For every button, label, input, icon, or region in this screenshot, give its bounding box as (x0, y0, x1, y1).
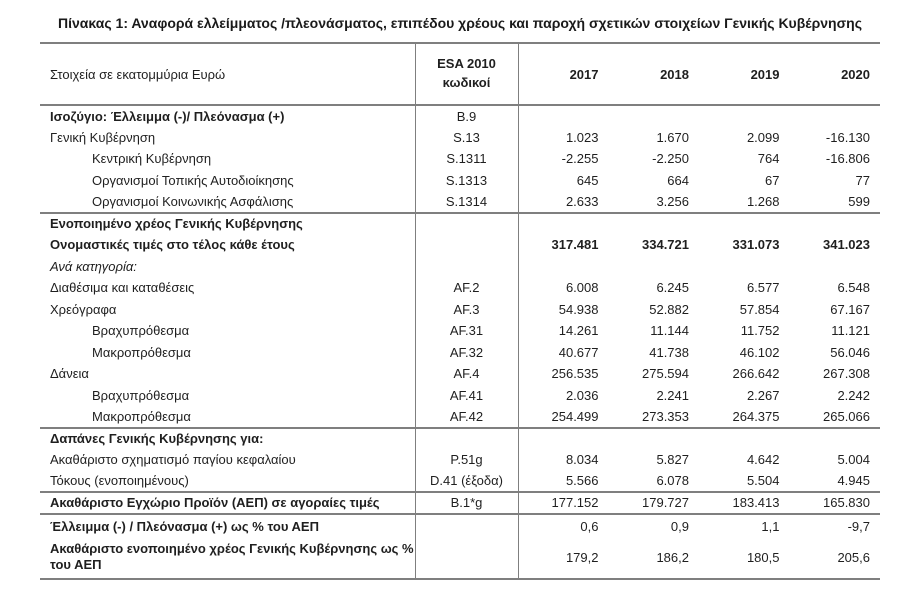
row-value-2020: 67.167 (830, 301, 870, 317)
row-value-2019: 4.642 (746, 452, 780, 468)
row-value-2017 (518, 213, 609, 235)
row-label: Έλλειμμα (-) / Πλεόνασμα (+) ως % του ΑΕΠ (40, 514, 415, 538)
row-label: Ονομαστικές τιμές στο τέλος κάθε έτους (50, 237, 295, 253)
header-row (40, 43, 880, 105)
row-label: Μακροπρόθεσμα (92, 344, 191, 360)
row-esa-code: AF.4 (415, 363, 518, 385)
row-value-2019: 1,1 (699, 514, 790, 538)
row-esa-code: S.1314 (415, 191, 518, 213)
row-esa-code: AF.2 (415, 277, 518, 299)
row-value-2020: 265.066 (823, 408, 870, 424)
row-value-2020: 6.548 (837, 280, 870, 296)
row-esa-code: S.1311 (415, 148, 518, 170)
row-label: Μακροπρόθεσμα (92, 408, 191, 424)
row-value-2017: 14.261 (558, 323, 599, 339)
row-esa-code: AF.32 (415, 342, 518, 364)
row-esa-code (415, 256, 518, 278)
year-column-header-2020: 2020 (790, 43, 881, 105)
row-value-2018: 273.353 (642, 408, 689, 424)
row-esa-code: D.41 (έξοδα) (415, 471, 518, 493)
row-label: Ακαθάριστο Εγχώριο Προϊόν (ΑΕΠ) σε αγοραίες τιμές (40, 492, 415, 514)
row-value-2018: 179.727 (609, 492, 700, 514)
row-label: Ανά κατηγορία: (50, 258, 137, 274)
table-row (40, 406, 880, 428)
row-value-2018: 275.594 (642, 366, 689, 382)
row-label: Γενική Κυβέρνηση (50, 129, 156, 145)
row-label: Ακαθάριστο ενοποιημένο χρέος Γενικής Κυβέρνησης ως % του ΑΕΠ (40, 538, 415, 580)
row-value-2017: 6.008 (565, 280, 599, 296)
table-row (40, 256, 880, 278)
row-label: Βραχυπρόθεσμα (92, 323, 190, 339)
row-value-2017: 2.633 (565, 193, 599, 209)
government-finance-table (40, 42, 880, 580)
row-esa-code: S.1313 (415, 170, 518, 192)
row-value-2017: 1.023 (565, 129, 599, 145)
row-value-2017: 5.566 (565, 473, 599, 489)
row-label: Διαθέσιμα και καταθέσεις (50, 280, 195, 296)
row-value-2017: 254.499 (551, 408, 599, 424)
row-value-2018: 3.256 (656, 193, 689, 209)
table-row (40, 299, 880, 321)
row-value-2019: 2.267 (746, 387, 780, 403)
row-esa-code (415, 234, 518, 256)
row-value-2019: 67 (765, 172, 780, 188)
row-value-2020: -16.806 (825, 151, 870, 167)
row-value-2018: -2.250 (652, 151, 689, 167)
table-body (40, 105, 880, 579)
table-row (40, 471, 880, 493)
row-value-2020: 599 (848, 193, 870, 209)
row-value-2017: 8.034 (565, 452, 599, 468)
row-esa-code (415, 213, 518, 235)
table-header (40, 43, 880, 105)
row-value-2018: 664 (667, 172, 689, 188)
row-value-2017: 645 (576, 172, 599, 188)
row-value-2020 (790, 105, 881, 127)
table-row (40, 428, 880, 450)
table-row (40, 538, 880, 580)
row-value-2017: 2.036 (565, 387, 599, 403)
table-row (40, 127, 880, 149)
row-value-2019 (699, 256, 790, 278)
year-column-header-2017: 2017 (518, 43, 609, 105)
row-esa-code: B.9 (415, 105, 518, 127)
row-value-2018: 6.078 (656, 473, 689, 489)
row-value-2020 (790, 213, 881, 235)
row-value-2017: 179,2 (518, 538, 609, 580)
row-value-2020: 2.242 (837, 387, 870, 403)
esa-code-header-line2: κωδικοί (442, 75, 491, 90)
row-value-2020: 56.046 (830, 344, 870, 360)
table-row (40, 277, 880, 299)
row-label: Οργανισμοί Κοινωνικής Ασφάλισης (92, 193, 294, 209)
row-value-2019 (699, 105, 790, 127)
row-value-2019: 2.099 (746, 129, 780, 145)
row-esa-code (415, 538, 518, 580)
table-row (40, 170, 880, 192)
row-value-2019: 331.073 (732, 237, 780, 253)
row-esa-code: B.1*g (415, 492, 518, 514)
row-value-2019: 46.102 (739, 344, 780, 360)
row-value-2020 (790, 256, 881, 278)
row-value-2017: 256.535 (551, 366, 599, 382)
row-value-2018: 1.670 (656, 129, 689, 145)
row-value-2019: 57.854 (739, 301, 780, 317)
row-esa-code: S.13 (415, 127, 518, 149)
row-value-2017 (518, 428, 609, 450)
table-row (40, 234, 880, 256)
unit-column-header: Στοιχεία σε εκατομμύρια Ευρώ (40, 43, 415, 105)
row-value-2020: 5.004 (837, 452, 870, 468)
table-row (40, 320, 880, 342)
row-value-2018: 186,2 (609, 538, 700, 580)
row-value-2018: 5.827 (656, 452, 689, 468)
row-value-2020: 267.308 (823, 366, 870, 382)
row-label: Χρεόγραφα (50, 301, 117, 317)
row-value-2017 (518, 105, 609, 127)
row-value-2019: 180,5 (699, 538, 790, 580)
row-value-2017: 317.481 (551, 237, 599, 253)
row-value-2018: 52.882 (649, 301, 689, 317)
row-value-2020: -9,7 (790, 514, 881, 538)
row-value-2019: 764 (757, 151, 780, 167)
row-value-2020: 77 (855, 172, 870, 188)
row-label: Κεντρική Κυβέρνηση (92, 151, 212, 167)
row-value-2018: 334.721 (642, 237, 689, 253)
row-label: Οργανισμοί Τοπικής Αυτοδιοίκησης (92, 172, 294, 188)
row-value-2019: 183.413 (699, 492, 790, 514)
row-value-2018 (609, 256, 700, 278)
row-value-2020 (790, 428, 881, 450)
row-label: Τόκους (ενοποιημένους) (50, 473, 189, 489)
row-value-2018: 41.738 (649, 344, 689, 360)
row-value-2019: 6.577 (746, 280, 780, 296)
table-row (40, 492, 880, 514)
row-value-2019: 266.642 (732, 366, 780, 382)
row-value-2020: 341.023 (823, 237, 870, 253)
table-row (40, 363, 880, 385)
row-label: Βραχυπρόθεσμα (92, 387, 190, 403)
row-label: Ενοποιημένο χρέος Γενικής Κυβέρνησης (40, 213, 415, 235)
row-value-2020: 4.945 (837, 473, 870, 489)
table-row (40, 105, 880, 127)
row-value-2018: 0,9 (609, 514, 700, 538)
row-value-2020: 11.121 (831, 323, 870, 339)
row-esa-code: AF.42 (415, 406, 518, 428)
esa-code-column-header (415, 43, 518, 105)
table-row (40, 148, 880, 170)
year-column-header-2018: 2018 (609, 43, 700, 105)
row-value-2017: 54.938 (558, 301, 599, 317)
row-value-2017: 0,6 (518, 514, 609, 538)
row-value-2020: 165.830 (790, 492, 881, 514)
row-value-2020: 205,6 (790, 538, 881, 580)
row-label: Ακαθάριστο σχηματισμό παγίου κεφαλαίου (50, 452, 296, 468)
table-title: Πίνακας 1: Αναφορά ελλείμματος /πλεονάσματος, επιπέδου χρέους και παροχή σχετικών στοιχείων Γενικής Κυβέρνησης (58, 15, 862, 31)
row-value-2018: 2.241 (656, 387, 689, 403)
row-value-2020: -16.130 (825, 129, 870, 145)
row-esa-code: AF.31 (415, 320, 518, 342)
year-column-header-2019: 2019 (699, 43, 790, 105)
row-label: Δάνεια (50, 366, 89, 382)
row-value-2017: 40.677 (558, 344, 599, 360)
row-value-2017: -2.255 (561, 151, 599, 167)
row-value-2018: 6.245 (656, 280, 689, 296)
row-value-2017: 177.152 (518, 492, 609, 514)
row-value-2019 (699, 213, 790, 235)
table-row (40, 213, 880, 235)
row-value-2018 (609, 428, 700, 450)
row-value-2019 (699, 428, 790, 450)
row-value-2018 (609, 105, 700, 127)
row-label: Ισοζύγιο: Έλλειμμα (-)/ Πλεόνασμα (+) (50, 108, 285, 124)
table-row (40, 342, 880, 364)
esa-code-header-line1: ESA 2010 (437, 56, 496, 72)
table-row (40, 385, 880, 407)
row-value-2019: 5.504 (746, 473, 780, 489)
row-value-2019: 1.268 (746, 193, 780, 209)
row-value-2017 (518, 256, 609, 278)
row-esa-code (415, 428, 518, 450)
table-row (40, 191, 880, 213)
row-value-2019: 11.752 (740, 323, 780, 339)
row-label: Δαπάνες Γενικής Κυβέρνησης για: (40, 428, 415, 450)
row-esa-code: P.51g (415, 449, 518, 471)
row-value-2018 (609, 213, 700, 235)
table-row (40, 514, 880, 538)
row-esa-code: AF.41 (415, 385, 518, 407)
row-value-2018: 11.144 (650, 323, 689, 339)
table-row (40, 449, 880, 471)
row-esa-code: AF.3 (415, 299, 518, 321)
row-esa-code (415, 514, 518, 538)
row-value-2019: 264.375 (732, 408, 780, 424)
